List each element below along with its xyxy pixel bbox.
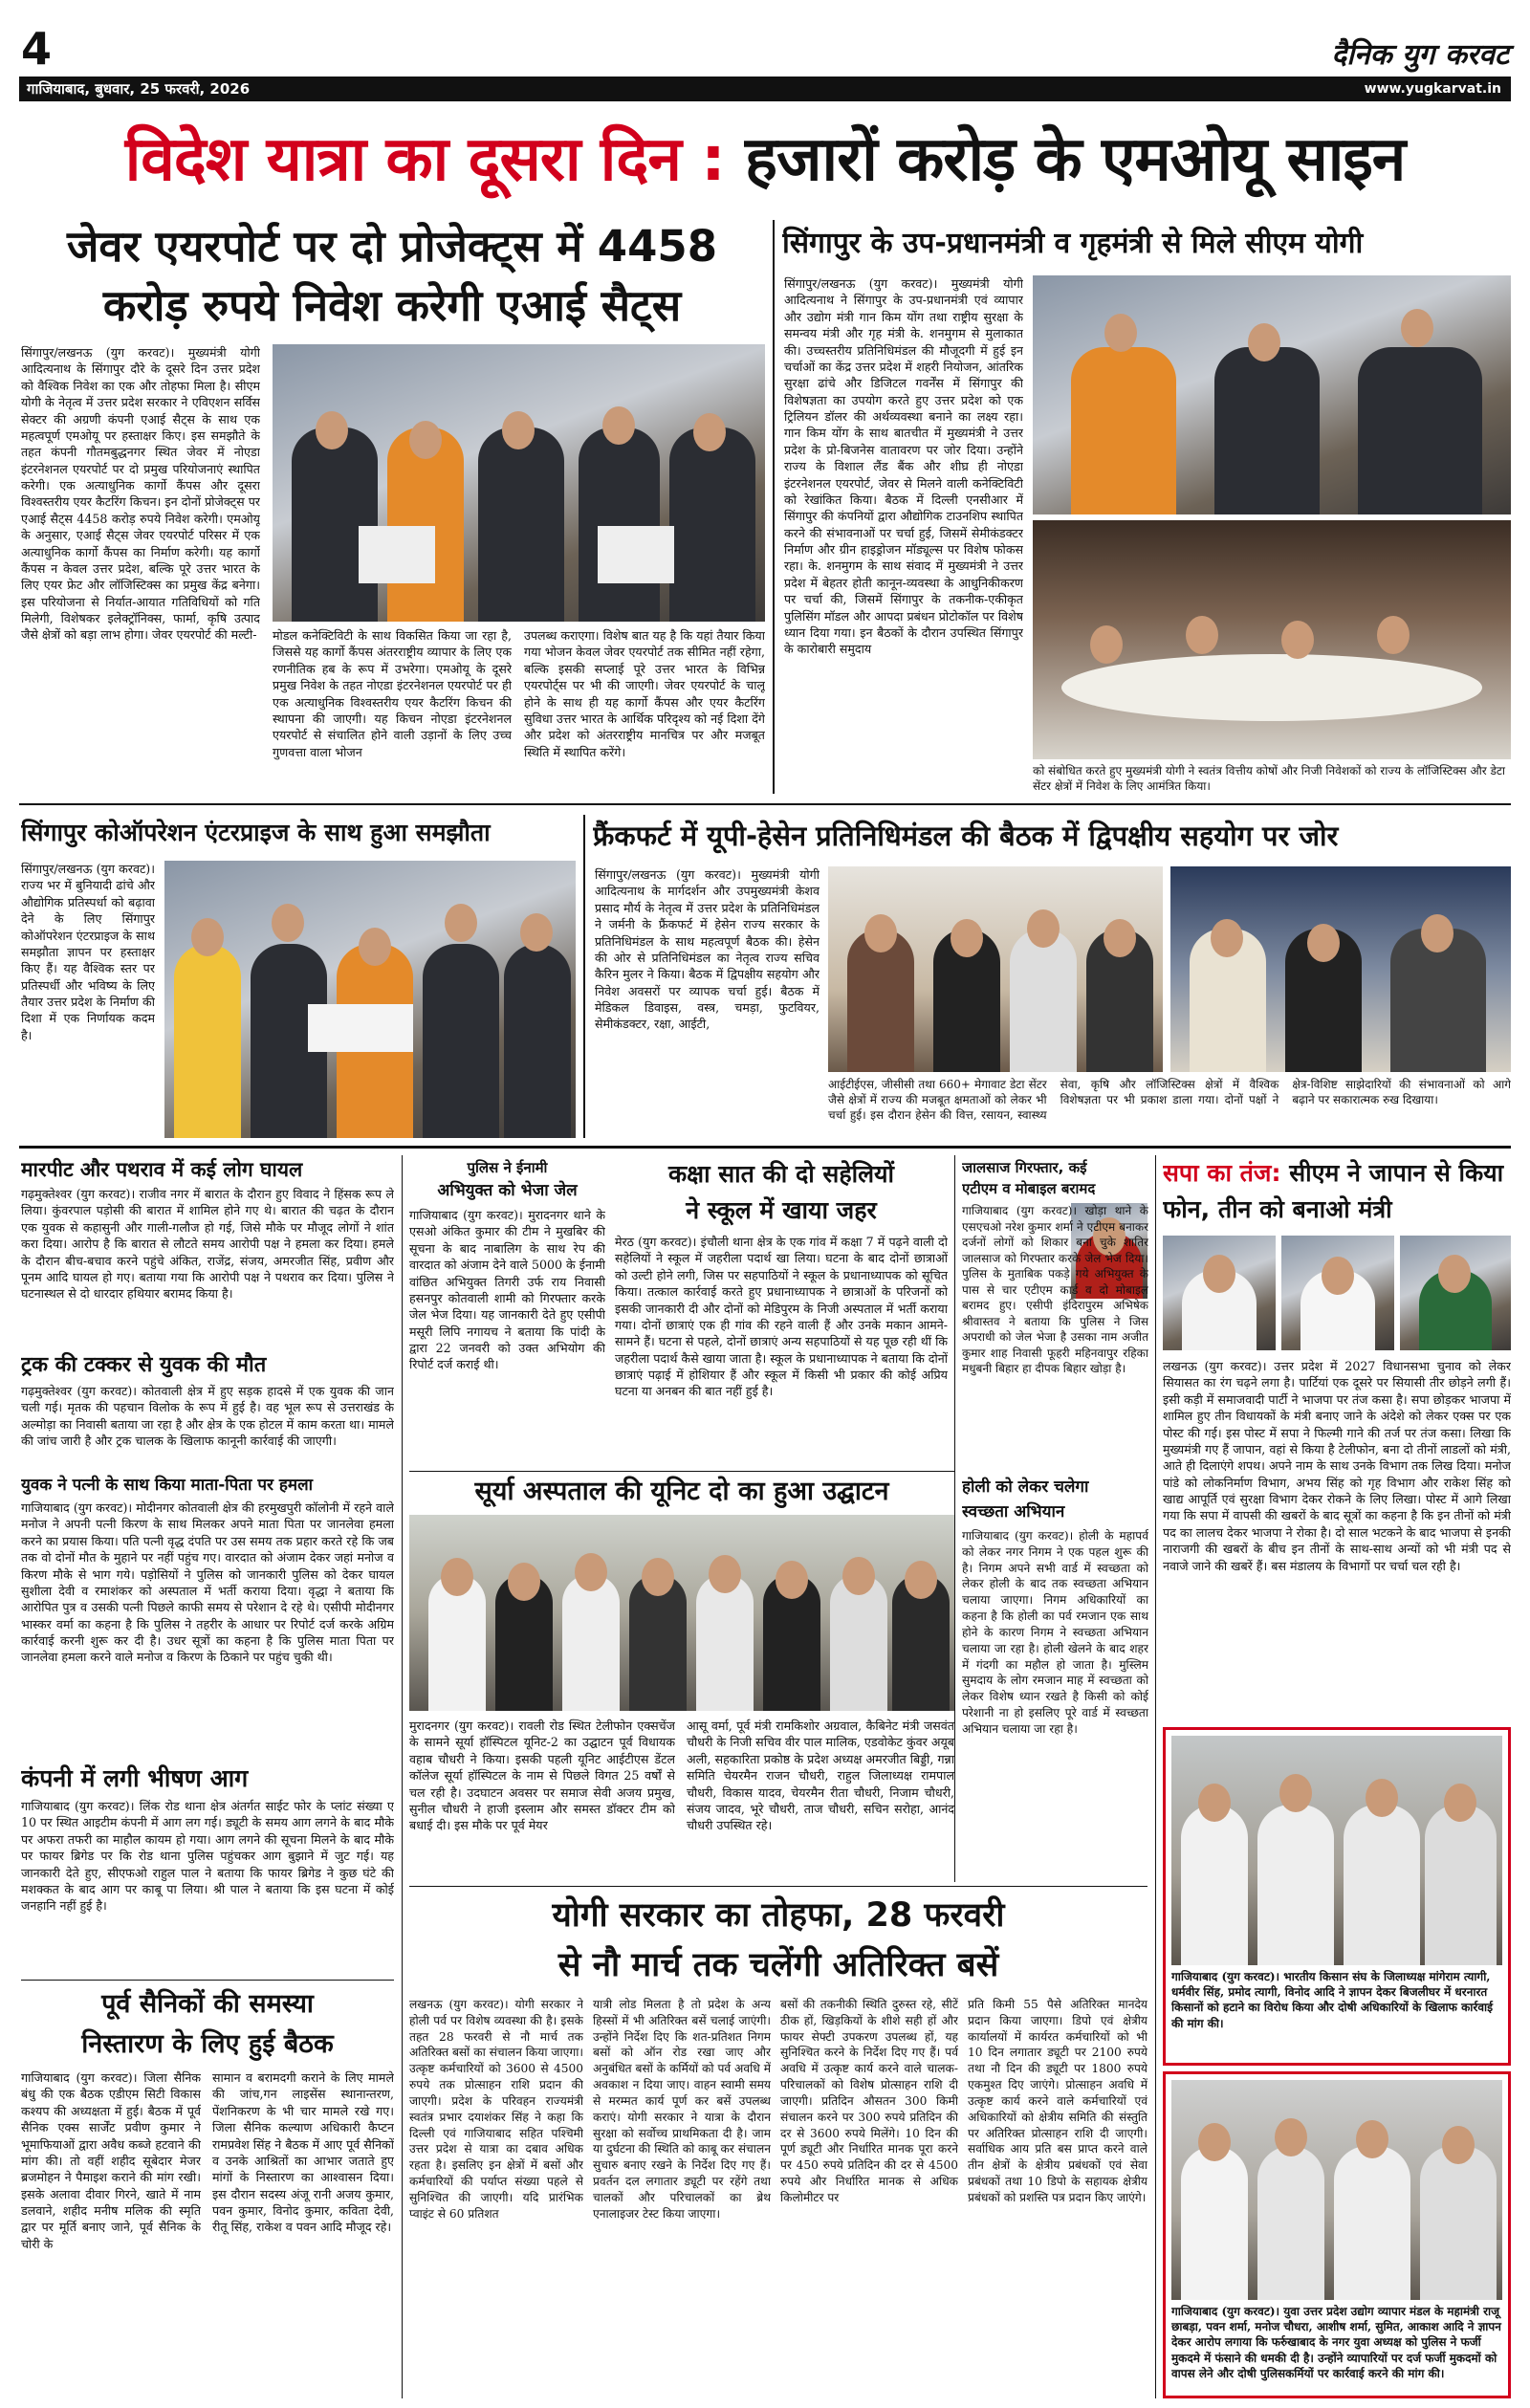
sp-body: लखनऊ (युग करवट)। उत्तर प्रदेश में 2027 विधानसभा चुनाव को लेकर सियासत का रंग चढ़ने लगा है। पार्टियां एक दूसरे पर सियासी तीर छोड़ने लगी हैं। इसी कड़ी में समाजवादी पार्टी ने भाजपा पर तंज कसा है। सपा छोड़कर भाजपा में शामिल हुए तीन विधायकों के मंत्री बनाए जाने के अंदेशे को लेकर एक्स पर एक पोस्ट की गई। इस पोस्ट में सपा ने फिल्मी गाने की तर्ज पर तंज कसा। लिखा कि मुख्यमंत्री गए हैं जापान, वहां से किया है टेलीफोन, बना दो तीनों लाडलों को मंत्री, आते ही दिलाएंगे शपथ। अपने नाम के साथ उनके विभाग तक लिख दिया। मनोज पांडे को लोकनिर्माण विभाग, अभय सिंह को गृह विभाग और राकेश सिंह को खाद्य आपूर्ति एवं सुरक्षा विभाग देकर रोकने के लिए लिखा। पोस्ट में आगे लिखा गया कि सपा में वापसी की खबरों के बाद सूत्रों का कहना है कि इन तीनों को मंत्री पद का लालच देकर भाजपा ने रोका है। दो साल भटकने के बाद भाजपा से इनकी नाराजगी की खबरों के बीच इन तीनों के साथ-साथ अन्यों को भी मंत्री पद से नवाजे जाने की खबरें हैं। बस मंडालय के विभागों पर चर्चा चल रही है।: [1163, 1359, 1511, 1573]
story1-col1: सिंगापुर/लखनऊ (युग करवट)। मुख्यमंत्री योगी आदित्यनाथ के सिंगापुर दौरे के दूसरे दिन उत्तर प्रदेश को वैश्विक निवेश का एक और तोहफा मिला है। सीएम योगी के नेतृत्व में उत्तर प्रदेश सरकार ने एविएशन सर्विस सेक्टर की अग्रणी कंपनी एआई सैट्स के साथ एक महत्वपूर्ण एमओयू पर हस्ताक्षर किए। इस समझौते के तहत कंपनी गौतमबुद्धनगर स्थित जेवर में नोएडा इंटरनेशनल एयरपोर्ट पर दो प्रमुख परियोजनाएं स्थापित करेगी। एक अत्याधुनिक कार्गो कैंपस और दूसरा विश्वस्तरीय एयर कैटरिंग किचन। इन दोनों प्रोजेक्ट्स पर एआई सैट्स 4458 करोड़ रुपये निवेश करेगी। एमओयू के अनुसार, एआई सैट्स जेवर एयरपोर्ट परिसर में एक अत्याधुनिक कार्गो कैंपस का निर्माण करेगी। यह कार्गो कैंपस न केवल उत्तर प्रदेश, बल्कि पूरे उत्तर भारत के लिए एयर फ्रेट और लॉजिस्टिक्स का प्रमुख केंद्र बनेगा। इस परियोजना से निर्यात-आयात गतिविधियों को गति मिलेगी, विशेषकर इलेक्ट्रॉनिक्स, फार्मा, कृषि उत्पाद जैसे क्षेत्रों को बड़ा लाभ होगा। जेवर एयरपोर्ट की मल्टी-: [21, 345, 260, 643]
sp-photo-1: [1163, 1236, 1276, 1350]
local8-headline-1: जालसाज गिरफ्तार, कई: [962, 1159, 1087, 1176]
hospital-headline: सूर्या अस्पताल की यूनिट दो का हुआ उद्घाटन: [474, 1477, 889, 1506]
local5-headline-1: पूर्व सैनिकों की समस्या: [101, 1989, 314, 2019]
story3-headline: सिंगापुर कोऑपरेशन एंटरप्राइज के साथ हुआ समझौता: [21, 819, 491, 846]
story2-photo-bottom: [1033, 520, 1511, 759]
divider: [19, 803, 1511, 805]
story1-headline-2: करोड़ रुपये निवेश करेगी एआई सैट्स: [102, 280, 682, 331]
local3-body: गाजियाबाद (युग करवट)। मोदीनगर कोतवाली क्षेत्र की हरमुखपुरी कॉलोनी में रहने वाले मनोज ने अपनी पत्नी किरण के साथ मिलकर अपने माता पिता पर जानलेवा हमला करने का प्रयास किया। पति पत्नी वृद्ध दंपति पर उस समय तक प्रहार करते रहे कि जब तक वो दोनों मौत के मुहाने पर नहीं पहुंच गए। वारदात को अंजाम देकर जहां मनोज व किरण मौके से भाग गये। पड़ोसियों ने पुलिस को जानकारी पुलिस को देकर घायल सुशीला देवी व रमाशंकर को अस्पताल में भर्ती कराया दिया। वृद्धा ने बताया कि आरोपित पुत्र व उसकी पत्नी पिछले काफी समय से परेशान दे रहे थे। एसीपी मोदीनगर भास्कर वर्मा का कहना है कि पुलिस ने तहरीर के आधार पर रिपोर्ट दर्ज करके अग्रिम कार्रवाई करनी शुरू कर दी है। उधर सूत्रों का कहना है कि पुलिस माता पिता पर जानलेवा हमला करने वाले मनोज व किरण के ठिकाने पर पहुंच चुकी थी।: [21, 1500, 394, 1665]
local2-body: गढ़मुक्तेश्वर (युग करवट)। कोतवाली क्षेत्र में हुए सड़क हादसे में एक युवक की जान चली गई। मृतक की पहचान विलोक के रूप में हुई है। वह भूल रूप से उत्तराखंड के अल्मोड़ा का निवासी बताया जा रहा है और क्षेत्र के एक होटल में काम करता था। मामले की जांच जारी है और ट्रक चालक के खिलाफ कानूनी कार्रवाई की जाएगी।: [21, 1384, 394, 1449]
local8-body: गाजियाबाद (युग करवट)। खोड़ा थाने के एसएचओ नरेश कुमार शर्मा ने एटीएम बनाकर दर्जनों लोगों को शिकार बना चुके शातिर जालसाज को गिरफ्तार करके जेल भेज दिया। पुलिस के मुताबिक पकड़े गये अभियुक्त के पास से चार एटीएम कार्ड व दो मोबाइल बरामद हुए। एसीपी इंदिरापुरम अभिषेक श्रीवास्तव ने बताया कि पुलिस ने जिस अपराधी को जेल भेजा है उसका नाम अजीत कुमार शाह निवासी फूहरी महिनवापुर रहिका मधुबनी बिहार हा दीपक बिहार खोड़ा है।: [962, 1204, 1148, 1376]
local7-body: मेरठ (युग करवट)। इंचौली थाना क्षेत्र के एक गांव में कक्षा 7 में पढ़ने वाली दो सहेलियों ने स्कूल में जहरीला पदार्थ खा लिया। घटना के बाद दोनों छात्राओं को उल्टी होने लगी, जिस पर सहपाठियों ने स्कूल के प्रधानाध्यापक को सूचित किया। तत्काल कार्रवाई करते हुए प्रधानाध्यापक ने छात्राओं के परिजनों को इसकी जानकारी दी और दोनों को मेडिपुरम के निजी अस्पताल में भर्ती कराया गया। दोनों छात्राएं एक ही गांव की रहने वाली हैं और उनके मकान आमने-सामने हैं। घटना से पहले, दोनों छात्राएं अन्य सहपाठियों से यह पूछ रही थीं कि जहरीला पदार्थ कैसे खाया जाता है। स्कूल के प्रधानाध्यापक ने बताया कि दोनों छात्राएं पढ़ाई में होशियार हैं और स्कूल में किसी भी प्रकार की कोई अप्रिय घटना या अनबन की बात नहीं हुई है।: [615, 1235, 948, 1399]
story3-photo: [164, 861, 576, 1138]
story2-photo-top: [1033, 275, 1511, 514]
local7-headline-1: कक्षा सात की दो सहेलियों: [667, 1160, 895, 1188]
local5-headline-2: निस्तारण के लिए हुई बैठक: [81, 2029, 334, 2059]
local5-col1: गाजियाबाद (युग करवट)। जिला सैनिक बंधु की एक बैठक एडीएम सिटी विकास कश्यप की अध्यक्षता में हुई। बैठक में पूर्व सैनिक एक्स सार्जेंट प्रवीण कुमार ने भूमाफियाओं द्वारा अवैध कब्जे हटवाने की मांग की। तो वहीं शहीद सूबेदार मेजर ब्रजमोहन ने पैमाइश कराने की मांग रखी। इसके अलावा दीवार गिरने, खाते में नाम डलवाने, शहीद मनीष मलिक की स्मृति द्वार पर मूर्ति बनाए जाने, पूर्व सैनिक के चोरी के: [21, 2070, 201, 2251]
divider: [773, 220, 775, 794]
bus-col1: लखनऊ (युग करवट)। योगी सरकार ने होली पर्व पर विशेष व्यवस्था की है। इसके तहत 28 फरवरी से नौ मार्च तक अतिरिक्त बसों का संचालन किया जाएगा। उत्कृष्ट कर्मचारियों को 3600 से 4500 रुपये तक प्रोत्साहन राशि प्रदान की जाएगी। प्रदेश के परिवहन राज्यमंत्री स्वतंत्र प्रभार दयाशंकर सिंह ने कहा कि दिल्ली एवं गाजियाबाद सहित पश्चिमी उत्तर प्रदेश से यात्रा का दबाव अधिक रहता है। इसलिए इन क्षेत्रों में बसों और कर्मचारियों की पर्याप्त संख्या पहले से सुनिश्चित की जाएगी। यदि प्रारंभिक प्वाइंट से 60 प्रतिशत: [409, 1998, 583, 2221]
story4-headline: फ्रैंकफर्ट में यूपी-हेसेन प्रतिनिधिमंडल की बैठक में द्विपक्षीय सहयोग पर जोर: [593, 820, 1339, 852]
story4-photo-2: [1170, 866, 1511, 1072]
divider: [19, 1146, 1511, 1149]
local1-headline: मारपीट और पथराव में कई लोग घायल: [21, 1158, 303, 1181]
bus-col3: बसों की तकनीकी स्थिति दुरुस्त रहे, सीटें ठीक हों, खिड़कियों के शीशे सही हों और फायर सेफ्टी उपकरण उपलब्ध हों, यह सुनिश्चित करने के निर्देश दिए गए हैं। पर्व अवधि में उत्कृष्ट कार्य करने वाले चालक-परिचालकों को विशेष प्रोत्साहन राशि दी जाएगी। प्रतिदिन औसतन 300 किमी संचालन करने पर 300 रुपये प्रतिदिन की दर से 3600 रुपये मिलेंगे। 10 दिन की पूर्ण ड्यूटी और निर्धारित मानक पूरा करने पर 450 रुपये प्रतिदिन की दर से 4500 रुपये और निर्धारित मानक से अधिक किलोमीटर पर: [780, 1998, 958, 2204]
sp-photo-3: [1400, 1236, 1511, 1350]
local5-col2: सामान व बरामदगी कराने के लिए मामले की जांच,गन लाइसेंस स्थानान्तरण, पेंशनिकरण के भी चार मामले रखे गए। जिला सैनिक कल्याण अधिकारी कैप्टन रामप्रवेश सिंह ने बैठक में आए पूर्व सैनिकों व उनके आश्रितों का आभार जताते हुए मांगों के निस्तारण का आश्वासन दिया। इस दौरान सदस्य अंजू रानी अजय कुमार, पवन कुमार, विनोद कुमार, कविता देवी, रीतू सिंह, राकेश व पवन आदि मौजूद रहे।: [212, 2070, 394, 2235]
story4-photo-1: [828, 866, 1163, 1072]
local8-headline-2: एटीएम व मोबाइल बरामद: [962, 1180, 1096, 1197]
local1-body: गढ़मुक्तेश्वर (युग करवट)। राजीव नगर में बारात के दौरान हुए विवाद ने हिंसक रूप ले लिया। कुंवरपाल पड़ोसी की बारात में शामिल होने गए थे। बारात की चढ़त के दौरान एक युवक से कहासुनी और गाली-गलौज हो गई, जिसे मौके पर मौजूद लोगों ने शांत करा दिया। आरोप है कि बारात से लौटते समय आरोपी पक्ष ने हमला कर दिया। हमले के दौरान बीच-बचाव करने पहुंचे अंकित, राजेंद्र, संजय, अमरजीत सिंह, प्रवीण और पूनम आदि घायल हो गए। बताया गया कि आरोपी पक्ष ने पथराव कर दिया। पुलिस ने घटनास्थल से दो धारदार हथियार बरामद किया है।: [21, 1187, 394, 1302]
kisan-box: [1163, 1727, 1511, 2066]
sp-headline: [1163, 1155, 1511, 1228]
local9-headline-1: होली को लेकर चलेगा: [962, 1478, 1089, 1497]
kisan-photo: [1171, 1736, 1502, 1965]
bus-headline-1: योगी सरकार का तोहफा, 28 फरवरी: [552, 1896, 1005, 1935]
hospital-photo: [409, 1515, 954, 1711]
kisan-caption: गाजियाबाद (युग करवट)। भारतीय किसान संघ के जिलाध्यक्ष मांगेराम त्यागी, धर्मवीर सिंह, प्रमोद त्यागी, विनोद आदि ने ज्ञापन देकर बिजलीघर में धरनारत किसानों को हटाने का विरोध किया और दोषी अधिकारियों के खिलाफ कार्रवाई की मांग की।: [1171, 1970, 1493, 2030]
local6-body: गाजियाबाद (युग करवट)। मुरादनगर थाने के एसओ अंकित कुमार की टीम ने मुखबिर की सूचना के बाद नाबालिग के साथ रेप की वारदात को अंजाम देने वाले 5000 के ईनामी वांछित अभियुक्त तिगरी उर्फ राय निवासी हसनपुर कोतवाली शामी को गिरफ्तार करके जेल भेज दिया। यह जानकारी देते हुए एसीपी मसूरी लिपि नगायच ने बताया कि पांदी के द्वारा 22 जनवरी को उक्त अभियोग की रिपोर्ट दर्ज कराई थी।: [409, 1208, 605, 1372]
story3-body: सिंगापुर/लखनऊ (युग करवट)। राज्य भर में बुनियादी ढांचे और औद्योगिक प्रतिस्पर्धा को बढ़ावा देने के लिए सिंगापुर कोऑपरेशन एंटरप्राइज के साथ समझौता ज्ञापन पर हस्ताक्षर किए हैं। यह वैश्विक स्तर पर प्रतिस्पर्धी और भविष्य के लिए तैयार उत्तर प्रदेश के निर्माण की दिशा में एक निर्णायक कदम है।: [21, 862, 155, 1042]
local6-kicker: पुलिस ने ईनामी: [467, 1159, 548, 1176]
local6-headline: अभियुक्त को भेजा जेल: [437, 1181, 578, 1200]
page-number: 4: [21, 23, 53, 75]
location-date: गाजियाबाद, बुधवार, 25 फरवरी, 2026: [27, 80, 251, 98]
divider: [21, 1980, 394, 1981]
paper-name: दैनिक युग करवट: [1331, 38, 1509, 72]
story4-body: सिंगापुर/लखनऊ (युग करवट)। मुख्यमंत्री योगी आदित्यनाथ के मार्गदर्शन और उपमुख्यमंत्री केशव प्रसाद मौर्य के नेतृत्व में उत्तर प्रदेश के प्रतिनिधिमंडल ने जर्मनी के फ्रैंकफर्ट में हेसेन राज्य सरकार के प्रतिनिधिमंडल के साथ महत्वपूर्ण बैठक की। हेसेन की ओर से प्रतिनिधिमंडल का नेतृत्व राज्य सचिव कैरिन मुलर ने किया। बैठक में द्विपक्षीय सहयोग और निवेश अवसरों पर व्यापक चर्चा हुई। बैठक में मेडिकल डिवाइस, वस्त्र, चमड़ा, फुटवियर, सेमीकंडक्टर, रक्षा, आईटी,: [595, 867, 820, 1032]
story1-col3: उपलब्ध कराएगा। विशेष बात यह है कि यहां तैयार किया गया भोजन केवल जेवर एयरपोर्ट तक सीमित नहीं रहेगा, बल्कि इसकी सप्लाई पूरे उत्तर भारत के विभिन्न एयरपोर्ट्स पर भी की जाएगी। जेवर एयरपोर्ट के चालू होने के साथ ही यह कार्गो कैंपस और एयर कैटरिंग सुविधा उत्तर भारत के आर्थिक परिदृश्य को नई दिशा देंगे और प्रदेश को अंतरराष्ट्रीय मानचित्र पर और मजबूत स्थिति में स्थापित करेंगे।: [524, 628, 765, 759]
story2-headline: सिंगापुर के उप-प्रधानमंत्री व गृहमंत्री से मिले सीएम योगी: [782, 227, 1364, 260]
divider: [954, 1155, 955, 1882]
story2-body: सिंगापुर/लखनऊ (युग करवट)। मुख्यमंत्री योगी आदित्यनाथ ने सिंगापुर के उप-प्रधानमंत्री एवं व्यापार और उद्योग मंत्री गान किम योंग तथा राष्ट्रीय सुरक्षा के समन्वय मंत्री और गृह मंत्री के. शनमुगम से मुलाकात की। उच्चस्तरीय प्रतिनिधिमंडल की मौजूदगी में हुई इन चर्चाओं का केंद्र उत्तर प्रदेश में शहरी नियोजन, आंतरिक सुरक्षा ढांचे और डिजिटल गवर्नेंस में सिंगापुर की विशेषज्ञता का उपयोग करते हुए उत्तर प्रदेश को एक ट्रिलियन डॉलर की अर्थव्यवस्था बनाने का लक्ष्य रहा। गान किम योंग के साथ बातचीत में मुख्यमंत्री ने उत्तर प्रदेश के प्रो-बिजनेस वातावरण पर जोर दिया। उन्होंने राज्य के विशाल लैंड बैंक और शीघ्र ही नोएडा इंटरनेशनल एयरपोर्ट, जेवर से मिलने वाली कनेक्टिविटी को रेखांकित किया। बैठक में दिल्ली एनसीआर में सिंगापुर की कंपनियों द्वारा औद्योगिक टाउनशिप स्थापित करने की संभावनाओं पर चर्चा हुई, जिसमें सेमीकंडक्टर निर्माण और ग्रीन हाइड्रोजन मॉड्यूल्स पर विशेष फोकस रहा। के. शनमुगम के साथ संवाद में मुख्यमंत्री ने उत्तर प्रदेश में बेहतर होती कानून-व्यवस्था के आधुनिकीकरण पर चर्चा की, जिसमें सिंगापुर के तकनीक-एकीकृत पुलिसिंग मॉडल और आपदा प्रबंधन प्रोटोकॉल पर विशेष ध्यान दिया गया। इन बैठकों के दौरान उपस्थित सिंगापुर के कारोबारी समुदाय: [784, 276, 1023, 657]
story4-caption: आईटीईएस, जीसीसी तथा 660+ मेगावाट डेटा सेंटर जैसे क्षेत्रों में राज्य की मजबूत क्षमताओं को लेकर भी चर्चा हुई। इस दौरान हेसेन की वित्त, रसायन, स्वास्थ्य सेवा, कृषि और लॉजिस्टिक्स क्षेत्रों में वैश्विक विशेषज्ञता पर भी प्रकाश डाला गया। दोनों पक्षों ने क्षेत्र-विशिष्ट साझेदारियों की संभावनाओं को आगे बढ़ाने पर सकारात्मक रुख दिखाया।: [828, 1078, 1511, 1123]
local4-headline: कंपनी में लगी भीषण आग: [21, 1764, 249, 1792]
divider: [409, 1471, 954, 1472]
banner-headline: [19, 107, 1511, 212]
story2-caption: को संबोधित करते हुए मुख्यमंत्री योगी ने स्वतंत्र वित्तीय कोषों और निजी निवेशकों को राज्य के लॉजिस्टिक्स और डेटा सेंटर क्षेत्रों में निवेश के लिए आमंत्रित किया।: [1033, 764, 1506, 794]
local9-body: गाजियाबाद (युग करवट)। होली के महापर्व को लेकर नगर निगम ने एक पहल शुरू की है। निगम अपने सभी वार्ड में स्वच्छता को लेकर होली के बाद तक स्वच्छता अभियान चलाया जाएगा। निगम अधिकारियों का कहना है कि होली का पर्व रमजान एक साथ होने के कारण निगम ने स्वच्छता अभियान चलाया जा रहा है। होली खेलने के बाद शहर में गंदगी का महौल हो जाता है। मुस्लिम सुमदाय के लोग रमजान माह में स्वच्छता को लेकर विशेष ध्यान रखते है किसी को कोई परेशानी ना हो इसलिए पूरे वार्ड में स्वच्छता अभियान चलाया जा रहा है।: [962, 1529, 1148, 1736]
story1-col2: मोडल कनेक्टिविटी के साथ विकसित किया जा रहा है, जिससे यह कार्गो कैंपस अंतरराष्ट्रीय व्यापार के लिए एक रणनीतिक हब के रूप में उभरेगा। एमओयू के दूसरे प्रमुख निवेश के तहत नोएडा इंटरनेशनल एयरपोर्ट पर ही एक अत्याधुनिक विश्वस्तरीय एयर कैटरिंग किचन की स्थापना की जाएगी। यह किचन नोएडा इंटरनेशनल एयरपोर्ट से संचालित होने वाली उड़ानों के लिए उच्च गुणवत्ता वाला भोजन: [273, 628, 512, 759]
divider: [583, 815, 585, 1138]
banner-main: हजारों करोड़ के एमओयू साइन: [745, 124, 1406, 195]
local2-headline: ट्रक की टक्कर से युवक की मौत: [21, 1353, 267, 1377]
vyapar-caption: गाजियाबाद (युग करवट)। युवा उत्तर प्रदेश उद्योग व्यापार मंडल के महामंत्री राजू छाबड़ा, पवन शर्मा, मनोज चौधरा, आशीष शर्मा, सुमित, आकाश आदि ने ज्ञापन देकर आरोप लगाया कि फर्रुखाबाद के नगर युवा अध्यक्ष को पुलिस ने फर्जी मुकदमे में फंसाने की धमकी दी है। उन्होंने व्यापारियों पर दर्ज फर्जी मुकदमों को वापस लेने और दोषी पुलिसकर्मियों पर कार्रवाई करने की मांग की।: [1171, 2305, 1501, 2380]
divider: [1155, 1155, 1156, 2398]
local3-headline: युवक ने पत्नी के साथ किया माता-पिता पर हमला: [21, 1476, 313, 1495]
bus-headline-2: से नौ मार्च तक चलेंगी अतिरिक्त बसें: [557, 1946, 999, 1984]
story1-headline-1: जेवर एयरपोर्ट पर दो प्रोजेक्ट्स में 4458: [66, 221, 718, 272]
sp-headline-prefix: सपा का तंज:: [1163, 1159, 1281, 1187]
sp-headline-rest: सीएम ने जापान से किया फोन, तीन को बनाओ मंत्री: [1163, 1159, 1504, 1223]
bus-col4: प्रति किमी 55 पैसे अतिरिक्त मानदेय प्रदान किया जाएगा। डिपो एवं क्षेत्रीय कार्यालयों में कार्यरत कर्मचारियों को भी 10 दिन लगातार ड्यूटी पर 2100 रुपये तथा नौ दिन की ड्यूटी पर 1800 रुपये एकमुश्त दिए जाएंगे। प्रोत्साहन अवधि में उत्कृष्ट कार्य करने वाले कर्मचारियों एवं अधिकारियों को क्षेत्रीय समिति की संस्तुति पर अतिरिक्त प्रोत्साहन राशि दी जाएगी। सर्वाधिक आय प्रति बस प्राप्त करने वाले तीन क्षेत्रों के क्षेत्रीय प्रबंधकों एवं सेवा प्रबंधकों तथा 10 डिपो के सहायक क्षेत्रीय प्रबंधकों को प्रशस्ति पत्र प्रदान किए जाएंगे।: [968, 1998, 1148, 2204]
divider: [402, 1155, 403, 2398]
vyapar-box: [1163, 2071, 1511, 2398]
local4-body: गाजियाबाद (युग करवट)। लिंक रोड थाना क्षेत्र अंतर्गत साईट फोर के प्लांट संख्या ए 10 पर स्थित आइटीम कंपनी में आग लग गई। ड्यूटी के समय आग लगने के बाद मौके पर अफरा तफरी का माहौल कायम हो गया। आग लगने की सूचना मिलने के बाद मौके पर फायर ब्रिगेड पर कि रोड थाना पुलिस पहुंचकर आग बुझाने में जुट गई। यह जानकारी देते हुए, सीएफओ राहुल पाल ने बताया कि फायर ब्रिगेड ने कुछ घंटे की मशक्कत के बाद आग पर काबू पा लिया। श्री पाल ने बताया कि इस घटना में कोई जनहानि नहीं हुई है।: [21, 1799, 394, 1914]
bus-col2: यात्री लोड मिलता है तो प्रदेश के अन्य हिस्सों में भी अतिरिक्त बसें चलाई जाएंगी। उन्होंने निर्देश दिए कि शत-प्रतिशत निगम बसों को ऑन रोड रखा जाए और अनुबंधित बसों के कर्मियों को पर्व अवधि में अवकाश न दिया जाए। वाहन स्वामी समय से मरम्मत कार्य पूर्ण कर बसें उपलब्ध कराएं। योगी सरकार ने यात्रा के दौरान सुरक्षा को सर्वोच्च प्राथमिकता दी है। जाम या दुर्घटना की स्थिति को काबू कर संचालन सुचारु बनाए रखने के निर्देश दिए गए हैं। प्रवर्तन दल लगातार ड्यूटी पर रहेंगे तथा चालकों और परिचालकों का ब्रेथ एनालाइजर टेस्ट किया जाएगा।: [593, 1998, 771, 2221]
local9-headline-2: स्वच्छता अभियान: [962, 1502, 1065, 1521]
local7-headline-2: ने स्कूल में खाया जहर: [686, 1196, 877, 1224]
website: www.yugkarvat.in: [1364, 81, 1501, 97]
story1-photo: [273, 344, 765, 622]
vyapar-photo: [1171, 2080, 1502, 2300]
divider: [409, 1886, 1148, 1887]
hospital-col1: मुरादनगर (युग करवट)। रावली रोड स्थित टेलीफोन एक्सचेंज के सामने सूर्या हॉस्पिटल यूनिट-2 का उद्घाटन पूर्व विधायक वहाब चौधरी ने किया। इसकी पहली यूनिट आईटीएस डेंटल कॉलेज सूर्या हॉस्पिटल के नाम से पिछले विगत 25 वर्षों से चल रही है। उदघाटन अवसर पर समाज सेवी अजय प्रमुख, सुनील चौधरी ने हाजी इस्लाम और समस्त डॉक्टर टीम को बधाई दी। इस मौके पर पूर्व मेयर: [409, 1718, 675, 1833]
sp-photo-2: [1281, 1236, 1394, 1350]
banner-prefix: विदेश यात्रा का दूसरा दिन :: [124, 124, 725, 195]
hospital-col2: आसू वर्मा, पूर्व मंत्री रामकिशोर अग्रवाल, कैबिनेट मंत्री जसवंत चौधरी के निजी सचिव वीर पाल मालिक, एडवोकेट कुंवर अयूब अली, सहकारिता प्रकोष्ठ के प्रदेश अध्यक्ष अमरजीत बिड्डी, गन्ना समिति चेयरमैन राजन चौधरी, राहुल जिलाध्यक्ष रामपाल चौधरी, विकास यादव, चेयरमैन रीता चौधरी, निजाम चौधरी, संजय जादव, भूरे चौधरी, ताज चौधरी, सचिन सरोहा, आनंद चौधरी उपस्थित रहे।: [687, 1718, 954, 1833]
